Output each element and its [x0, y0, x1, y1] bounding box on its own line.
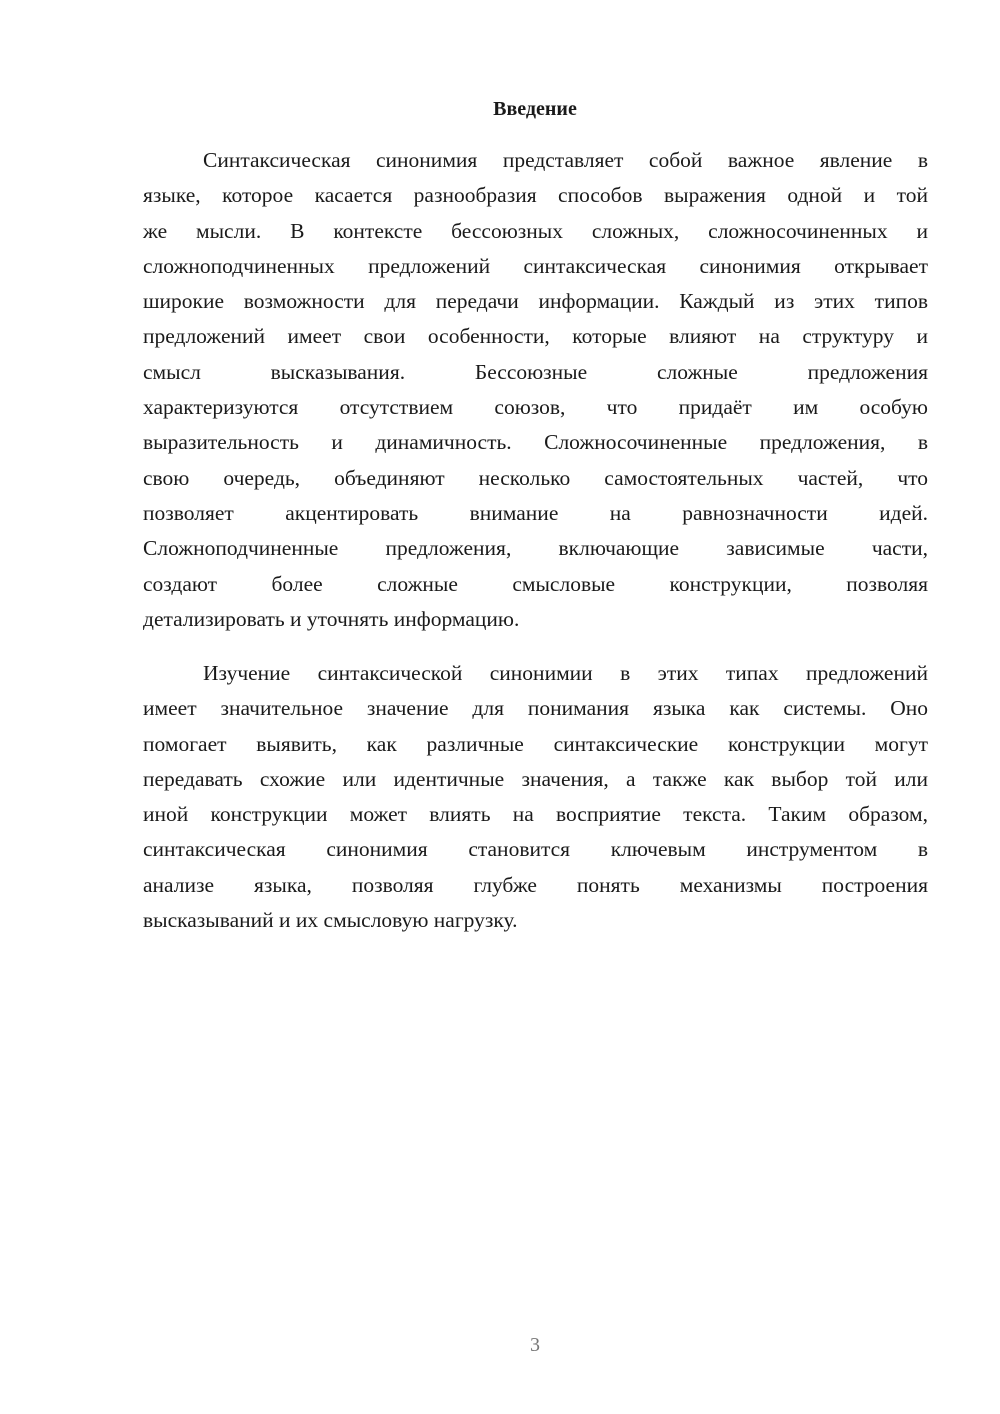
text-line: широкие возможности для передачи информации. Каждый из этих типов [143, 289, 928, 314]
paragraph-1 [143, 143, 928, 637]
text-line: языке, которое касается разнообразия способов выражения одной и той [143, 183, 928, 208]
text-line: передавать схожие или идентичные значения, а также как выбор той или [143, 766, 928, 791]
text-line: Синтаксическая синонимия представляет собой важное явление в [203, 148, 928, 172]
text-line: иной конструкции может влиять на восприятие текста. Таким образом, [143, 802, 928, 827]
text-line: сложноподчиненных предложений синтаксическая синонимия открывает [143, 253, 928, 278]
section-title: Введение [493, 98, 577, 120]
text-line: позволяет акцентировать внимание на равнозначности идей. [143, 500, 928, 525]
text-line: характеризуются отсутствием союзов, что придаёт им особую [143, 395, 928, 420]
text-line: выразительность и динамичность. Сложносочиненные предложения, в [143, 430, 928, 455]
text-line: предложений имеет свои особенности, которые влияют на структуру и [143, 324, 928, 349]
text-line: создают более сложные смысловые конструкции, позволяя [143, 571, 928, 596]
text-line: анализе языка, позволяя глубже понять механизмы построения [143, 872, 928, 897]
text-line: синтаксическая синонимия становится ключевым инструментом в [143, 837, 928, 862]
text-line: помогает выявить, как различные синтаксические конструкции могут [143, 731, 928, 756]
text-line: имеет значительное значение для понимания языка как системы. Оно [143, 696, 928, 721]
text-line: смысл высказывания. Бессоюзные сложные предложения [143, 359, 928, 384]
text-line: свою очередь, объединяют несколько самостоятельных частей, что [143, 465, 928, 490]
text-line: Сложноподчиненные предложения, включающие зависимые части, [143, 536, 928, 561]
text-line: высказываний и их смысловую нагрузку. [143, 908, 518, 933]
text-line: детализировать и уточнять информацию. [143, 606, 520, 631]
paragraph-2 [143, 656, 928, 938]
text-line: же мысли. В контексте бессоюзных сложных, сложносочиненных и [143, 218, 928, 243]
page-number: 3 [530, 1334, 540, 1356]
text-line: Изучение синтаксической синонимии в этих типах предложений [203, 661, 928, 685]
